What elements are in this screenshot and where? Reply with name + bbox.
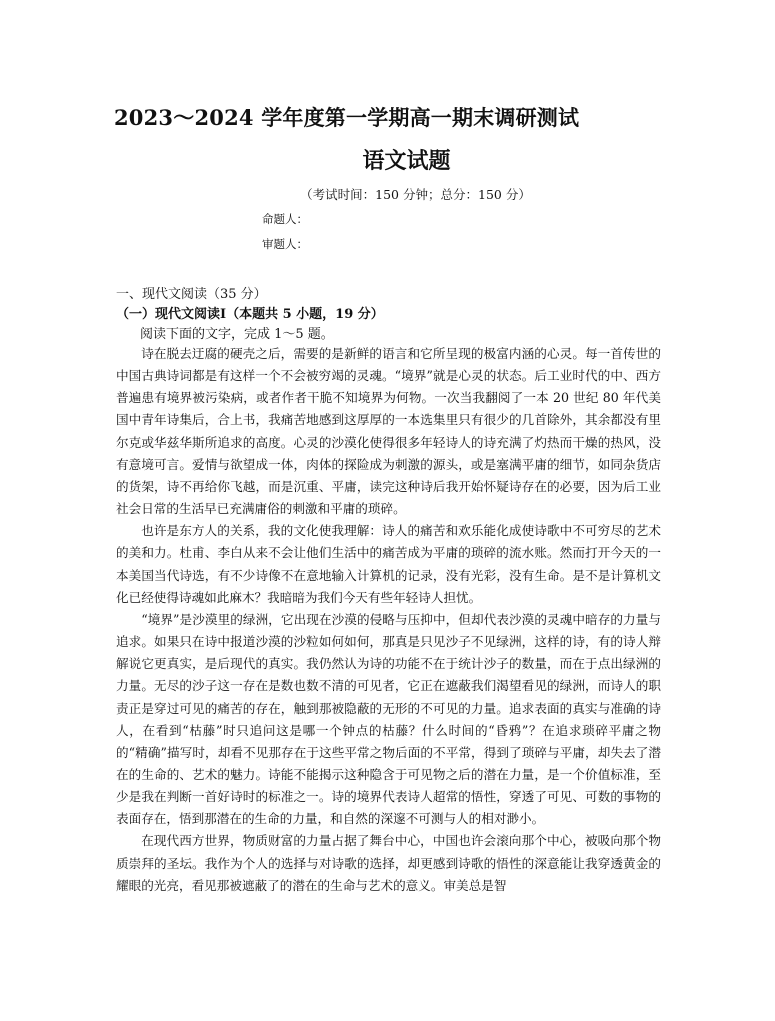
question-reviewer-label: 审题人： (262, 237, 308, 251)
reading-instruction: 阅读下面的文字，完成 1～5 题。 (140, 327, 334, 342)
section-heading: 一、现代文阅读（35 分） (116, 287, 267, 302)
reading-passage (116, 343, 661, 897)
exam-main-title: 2023～2024 学年度第一学期高一期末调研测试 (114, 105, 580, 130)
passage-paragraph-3: “境界”是沙漠里的绿洲，它出现在沙漠的侵略与压抑中，但却代表沙漠的灵魂中暗存的力量与追求。如果只在诗中报道沙漠的沙粒如何如何，那真是只见沙子不见绿洲，这样的诗，有的诗人辩解说它更真实，是后现代的真实。我仍然认为诗的功能不在于统计沙子的数量，而在于点出绿洲的力量。无尽的沙子这一存在是数也数不清的可见者，它正在遮蔽我们渴望看见的绿洲，而诗人的职责正是穿过可见的痛苦的存在，触到那被隐蔽的无形的不可见的力量。追求表面的真实与准确的诗人，在看到“枯藤”时只追问这是哪一个钟点的枯藤？什么时间的“昏鸦”？在追求琐碎平庸之物的“精确”描写时，却看不见那存在于这些平常之物后面的不平常，得到了琐碎与平庸，却失去了潜在的生命的、艺术的魅力。诗能不能揭示这种隐含于可见物之后的潜在力量，是一个价值标准，至少是我在判断一首好诗时的标准之一。诗的境界代表诗人超常的悟性，穿透了可见、可数的事物的表面存在，悟到那潜在的生命的力量，和自然的深邃不可测与人的相对渺小。 (116, 611, 661, 827)
passage-paragraph-2: 也许是东方人的关系，我的文化使我理解：诗人的痛苦和欢乐能化成使诗歌中不可穷尽的艺术的美和力。杜甫、李白从来不会让他们生活中的痛苦成为平庸的琐碎的流水账。然而打开今天的一本美国当代诗选，有不少诗像不在意地输入计算机的记录，没有光彩，没有生命。是不是计算机文化已经使得诗魂如此麻木？我暗暗为我们今天有些年轻诗人担忧。 (116, 523, 661, 605)
subsection-heading: （一）现代文阅读Ⅰ（本题共 5 小题，19 分） (116, 307, 384, 322)
exam-time-score-info: （考试时间：150 分钟；总分：150 分） (300, 187, 531, 202)
subject-title: 语文试题 (362, 148, 451, 174)
question-setter-label: 命题人： (262, 212, 308, 226)
passage-paragraph-1: 诗在脱去迂腐的硬壳之后，需要的是新鲜的语言和它所呈现的极富内涵的心灵。每一首传世的中国古典诗词都是有这样一个不会被穷竭的灵魂。“境界”就是心灵的状态。后工业时代的中、西方普遍患有境界被污染病，或者作者干脆不知境界为何物。一次当我翻阅了一本 20 世纪 80 年代美国中青年诗集后，合上书，我痛苦地感到这厚厚的一本选集里只有很少的几首除外，其余都没有里尔克或华兹华斯所追求的高度。心灵的沙漠化使得很多年轻诗人的诗充满了灼热而干燥的热风，没有意境可言。爱情与欲望成一体，肉体的探险成为刺激的源头，或是塞满平庸的细节，如同杂货店的货架，诗不再给你飞越，而是沉重、平庸，读完这种诗后我开始怀疑诗存在的必要，因为后工业社会日常的生活早已充满庸俗的刺激和平庸的琐碎。 (116, 346, 661, 517)
passage-paragraph-4: 在现代西方世界，物质财富的力量占据了舞台中心，中国也许会滚向那个中心，被吸向那个物质崇拜的圣坛。我作为个人的选择与对诗歌的选择，却更感到诗歌的悟性的深意能让我穿透黄金的耀眼的光亮，看见那被遮蔽了的潜在的生命与艺术的意义。审美总是智 (116, 833, 661, 893)
